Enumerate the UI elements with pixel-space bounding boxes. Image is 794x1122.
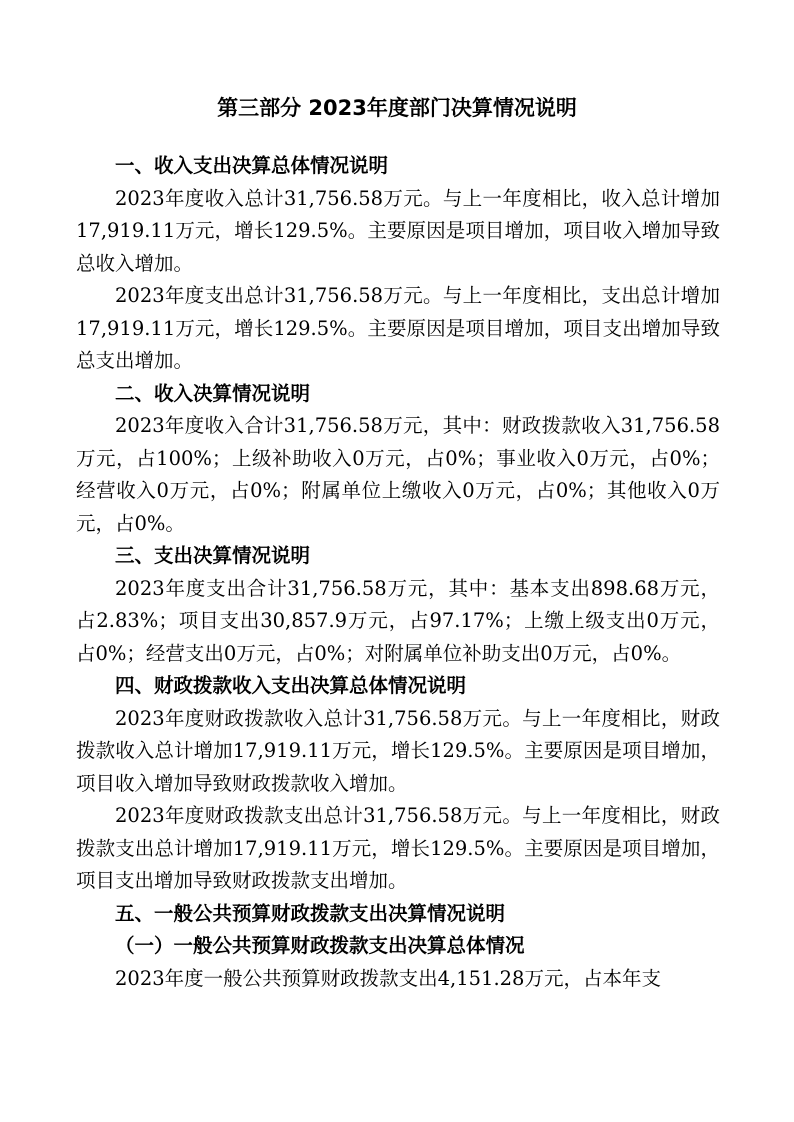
section-4-heading: 四、财政拨款收入支出决算总体情况说明 xyxy=(115,674,467,697)
section-4-paragraph-1: 2023年度财政拨款收入总计31,756.58万元。与上一年度相比，财政拨款收入总计增加17,919.11万元，增长129.5%。主要原因是项目增加，项目收入增加导致财政拨款收入增加。 xyxy=(76,706,720,795)
section-1-heading: 一、收入支出决算总体情况说明 xyxy=(115,154,389,177)
section-2-heading: 二、收入决算情况说明 xyxy=(115,381,311,405)
section-2-paragraph-1: 2023年度收入合计31,756.58万元，其中：财政拨款收入31,756.58万元，占100%；上级补助收入0万元，占0%；事业收入0万元，占0%；经营收入0万元，占0%；附属单位上缴收入0万元，占0%；其他收入0万元，占0%。 xyxy=(76,414,720,535)
section-1-paragraph-1: 2023年度收入总计31,756.58万元。与上一年度相比，收入总计增加17,919.11万元，增长129.5%。主要原因是项目增加，项目收入增加导致总收入增加。 xyxy=(76,186,720,275)
section-5-heading: 五、一般公共预算财政拨款支出决算情况说明 xyxy=(115,901,506,925)
section-4-paragraph-2: 2023年度财政拨款支出总计31,756.58万元。与上一年度相比，财政拨款支出总计增加17,919.11万元，增长129.5%。主要原因是项目增加，项目支出增加导致财政拨款支出增加。 xyxy=(76,804,720,892)
page-title: 第三部分 2023年度部门决算情况说明 xyxy=(217,96,577,120)
section-1-paragraph-2: 2023年度支出总计31,756.58万元。与上一年度相比，支出总计增加17,919.11万元，增长129.5%。主要原因是项目增加，项目支出增加导致总支出增加。 xyxy=(76,284,720,372)
document-body xyxy=(76,150,720,995)
section-5-subheading: （一）一般公共预算财政拨款支出决算总体情况 xyxy=(115,934,525,957)
section-3-heading: 三、支出决算情况说明 xyxy=(115,544,311,567)
section-3-paragraph-1: 2023年度支出合计31,756.58万元，其中：基本支出898.68万元，占2.83%；项目支出30,857.9万元，占97.17%；上缴上级支出0万元，占0%；经营支出0万元，占0%；对附属单位补助支出0万元，占0%。 xyxy=(76,576,720,665)
section-5-paragraph-1: 2023年度一般公共预算财政拨款支出4,151.28万元，占本年支 xyxy=(115,966,661,990)
